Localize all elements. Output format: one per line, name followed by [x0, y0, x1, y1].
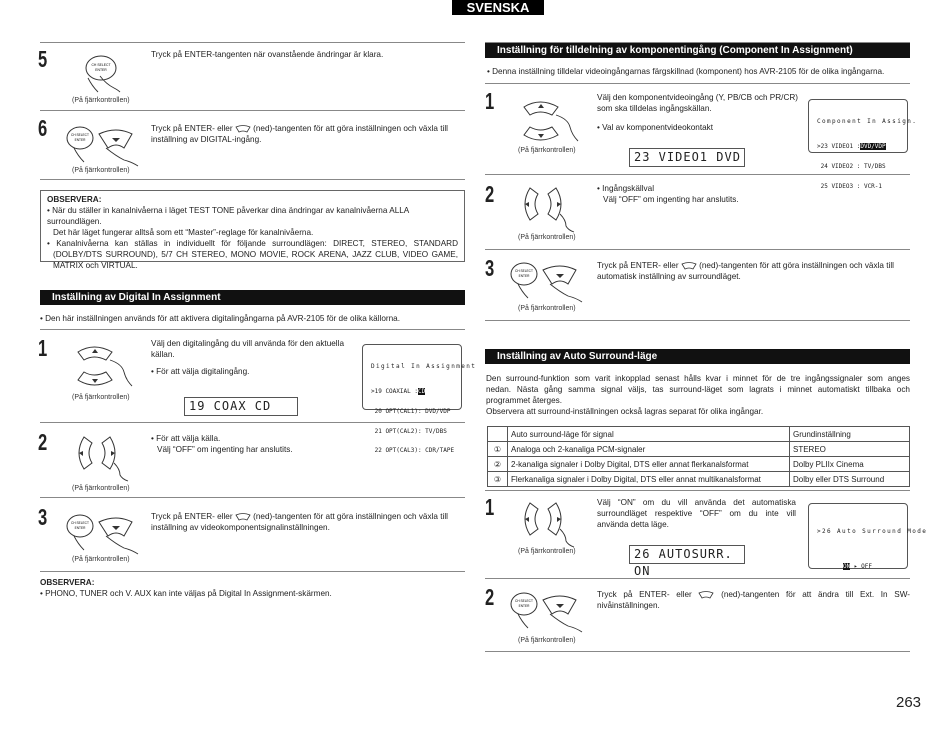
- osd-row: 25 VIDEO3 : VCR-1: [817, 182, 883, 190]
- divider: [485, 83, 910, 84]
- step-line: som ska tilldelas ingångskällan.: [597, 104, 712, 113]
- osd-row: 24 VIDEO2 : TV/DBS: [817, 162, 886, 170]
- display-readout: 26 AUTOSURR. ON: [629, 545, 745, 564]
- button-label: ENTER: [518, 274, 530, 278]
- table-cell: Analoga och 2-kanaliga PCM-signaler: [508, 442, 790, 457]
- divider: [485, 320, 910, 321]
- table-cell: ②: [488, 457, 508, 472]
- table-header: Grundinställning: [790, 427, 910, 442]
- step-text: Tryck på ENTER-tangenten när ovanstående ändringar är klara.: [151, 50, 384, 59]
- display-readout: 23 VIDEO1 DVD: [629, 148, 745, 167]
- step-line: Välj “ON” om du vill använda det automatiska: [597, 498, 796, 507]
- table-header: Auto surround-läge för signal: [508, 427, 790, 442]
- step-line: Välj “OFF” om ingenting har anslutits.: [157, 445, 293, 454]
- button-label: CH SELECT: [71, 521, 89, 525]
- page-number: 263: [896, 694, 922, 711]
- step-text-part: inställning av videokomponentsignalinställningen.: [151, 523, 330, 532]
- divider: [40, 329, 465, 330]
- osd-selected-value: ON: [843, 562, 851, 570]
- osd-title: >26 Auto Surround Mode: [817, 528, 928, 536]
- remote-up-down-icon: [518, 95, 580, 147]
- step-line: Välj den komponentvideoingång (Y, PB/CB och PR/CR): [597, 93, 799, 102]
- table-cell: Dolby eller DTS Surround: [790, 472, 910, 487]
- remote-caption: (På fjärrkontrollen): [72, 485, 130, 492]
- step-bullet: • För att välja källa.: [151, 434, 221, 443]
- button-label: ENTER: [74, 138, 86, 142]
- osd-row: 21 OPT(CAL2): TV/DBS: [371, 427, 447, 435]
- osd-row-label: >23 VIDEO1 :: [817, 142, 861, 150]
- remote-caption: (På fjärrkontrollen): [518, 548, 576, 555]
- note-line: MATRIX och VIRTUAL.: [53, 261, 138, 270]
- button-label: ENTER: [518, 604, 530, 608]
- step-text-part: (ned)-tangenten för att göra inställningen och växla till: [253, 124, 448, 133]
- note-line: (DOLBY/DTS SURROUND), 5/7 CH STEREO, MONO MOVIE, ROCK ARENA, JAZZ CLUB, VIDEO GAME,: [53, 250, 458, 259]
- remote-caption: (På fjärrkontrollen): [72, 556, 130, 563]
- step-line: källan.: [151, 350, 175, 359]
- divider: [40, 42, 465, 43]
- step-number: 3: [485, 255, 495, 281]
- table-row: [488, 457, 910, 472]
- remote-caption: (På fjärrkontrollen): [518, 637, 576, 644]
- table-cell: Dolby PLIIx Cinema: [790, 457, 910, 472]
- step-line: surroundläget respektive “OFF” om du inte vill: [597, 509, 796, 518]
- divider: [485, 249, 910, 250]
- osd-row: 22 OPT(CAL3): CDR/TAPE: [371, 447, 455, 455]
- note-line: • När du ställer in kanalnivåerna i läget TEST TONE påverkar dina ändringar av kanalnivåerna ALLA surroundlägen.: [47, 206, 409, 226]
- down-key-icon: [698, 591, 714, 599]
- divider: [40, 110, 465, 111]
- note-line: Det här läget fungerar alltså som ett “Master”-reglage för kanalnivåerna.: [53, 228, 314, 237]
- language-label: SVENSKA: [452, 0, 544, 15]
- step-text: [597, 497, 796, 530]
- step-bullet: • Val av komponentvideokontakt: [597, 123, 714, 132]
- step-text-part: (ned)-tangenten för att göra inställningen och växla till: [253, 512, 448, 521]
- osd-screen: [808, 99, 918, 190]
- step-number: 1: [485, 88, 495, 114]
- step-text: [151, 433, 293, 455]
- remote-enter-down-icon: [510, 258, 586, 302]
- remote-left-right-icon: [516, 499, 576, 547]
- step-text: [151, 123, 466, 145]
- step-text-part: (ned)-tangenten för att ändra till Ext. In SW-: [721, 590, 911, 599]
- divider: [485, 490, 910, 491]
- button-label: ENTER: [95, 68, 107, 72]
- remote-caption: (På fjärrkontrollen): [518, 305, 576, 312]
- step-text-part: Tryck på ENTER- eller: [597, 590, 692, 599]
- remote-caption: (På fjärrkontrollen): [72, 97, 130, 104]
- step-line: använda detta läge.: [597, 520, 669, 529]
- step-number: 2: [38, 429, 48, 455]
- section-intro: • Den här inställningen används för att aktivera digitalingångarna på AVR-2105 för de olika källorna.: [40, 314, 401, 323]
- button-label: CH SELECT: [91, 63, 111, 67]
- divider: [40, 179, 465, 180]
- remote-caption: (På fjärrkontrollen): [72, 167, 130, 174]
- section-title: Inställning av Digital In Assignment: [40, 290, 465, 305]
- osd-title: Digital In Assignment: [371, 363, 477, 371]
- step-text: [597, 589, 910, 611]
- intro-line: Observera att surround-inställningen också lagras separat för olika ingångar.: [486, 407, 764, 416]
- remote-caption: (På fjärrkontrollen): [72, 394, 130, 401]
- note-title: OBSERVERA:: [40, 578, 95, 587]
- remote-left-right-icon: [516, 184, 576, 232]
- remote-enter-down-icon: [66, 122, 142, 166]
- step-line: Välj “OFF” om ingenting har anslutits.: [603, 195, 739, 204]
- table-header-row: [488, 427, 910, 442]
- remote-caption: (På fjärrkontrollen): [518, 234, 576, 241]
- section-intro: [486, 373, 910, 417]
- intro-line: programmet återges.: [486, 396, 562, 405]
- note-title: OBSERVERA:: [47, 195, 102, 204]
- divider: [40, 422, 465, 423]
- button-label: ENTER: [74, 526, 86, 530]
- step-text-part: (ned)-tangenten för att göra inställningen och växla till: [699, 261, 894, 270]
- table-row: [488, 442, 910, 457]
- osd-row: 20 OPT(CAL1): DVD/VDP: [371, 407, 451, 415]
- osd-selected-value: DVD/VDP: [860, 142, 886, 150]
- note-line: • PHONO, TUNER och V. AUX kan inte väljas på Digital In Assignment-skärmen.: [40, 589, 332, 598]
- step-text: [151, 338, 344, 377]
- step-text-part: inställning av DIGITAL-ingång.: [151, 135, 262, 144]
- table-cell: Flerkanaliga signaler i Dolby Digital, DTS eller annat multikanalsformat: [508, 472, 790, 487]
- divider: [485, 578, 910, 579]
- step-number: 2: [485, 584, 495, 610]
- step-number: 1: [485, 494, 495, 520]
- remote-enter-down-icon: [66, 510, 142, 554]
- down-key-icon: [235, 513, 251, 521]
- osd-row-label: >19 COAXIAL :: [371, 387, 418, 395]
- divider: [40, 497, 465, 498]
- osd-row: [817, 144, 899, 151]
- table-cell: 2-kanaliga signaler i Dolby Digital, DTS eller annat flerkanalsformat: [508, 457, 790, 472]
- button-label: CH SELECT: [515, 269, 533, 273]
- table-cell: ③: [488, 472, 508, 487]
- note-line: • Kanalnivåerna kan ställas in individuellt för följande surroundlägen: DIRECT, STEREO, STANDARD: [47, 239, 458, 248]
- section-title: Inställning av Auto Surround-läge: [485, 349, 910, 364]
- section-title: Inställning för tilldelning av komponentingång (Component In Assignment): [485, 43, 910, 58]
- down-key-icon: [235, 125, 251, 133]
- divider: [485, 174, 910, 175]
- step-line: Välj den digitalingång du vill använda för den aktuella: [151, 339, 344, 348]
- section-intro: • Denna inställning tilldelar videoingångarnas färgskillnad (komponent) hos AVR-2105 för de olika ingångarna.: [487, 67, 885, 76]
- note-box: [40, 190, 465, 270]
- step-number: 5: [38, 46, 48, 72]
- table-cell: [488, 427, 508, 442]
- step-text: [597, 260, 912, 282]
- divider: [40, 571, 465, 572]
- intro-line: nedan. Nästa gång samma signal väljs, tas surround-läget som lagrats i minnet automatiskt tillbaka och: [486, 385, 910, 394]
- table-cell: ①: [488, 442, 508, 457]
- intro-line: Den surround-funktion som varit inkopplad senast hålls kvar i minnet för de tre ingångssignaler som anges: [486, 374, 910, 383]
- remote-enter-down-icon: [510, 588, 586, 632]
- step-bullet: • Ingångskällval: [597, 184, 655, 193]
- button-label: CH SELECT: [71, 133, 89, 137]
- step-text: [597, 92, 798, 133]
- osd-screen: [808, 503, 928, 570]
- step-number: 6: [38, 115, 48, 141]
- remote-up-down-icon: [72, 340, 134, 392]
- osd-title: Component In Assign.: [817, 118, 918, 126]
- step-text: [597, 183, 739, 205]
- display-readout: 19 COAX CD: [184, 397, 298, 416]
- remote-caption: (På fjärrkontrollen): [518, 147, 576, 154]
- step-text-part: Tryck på ENTER- eller: [151, 124, 233, 133]
- button-label: CH SELECT: [515, 599, 533, 603]
- step-text-part: Tryck på ENTER- eller: [151, 512, 233, 521]
- remote-enter-button-icon: [80, 52, 130, 94]
- osd-option: OFF: [861, 562, 872, 570]
- step-line: nivåinställningen.: [597, 601, 660, 610]
- right-arrow-icon: ▸: [853, 562, 858, 570]
- remote-left-right-icon: [70, 433, 130, 481]
- osd-row: [371, 389, 453, 396]
- step-text: [151, 511, 466, 533]
- step-number: 1: [38, 335, 48, 361]
- osd-screen: [362, 344, 477, 455]
- osd-selected-value: CD: [417, 387, 426, 395]
- step-bullet: • För att välja digitalingång.: [151, 367, 250, 376]
- step-text-part: Tryck på ENTER- eller: [597, 261, 679, 270]
- osd-row: [817, 564, 899, 571]
- table-cell: STEREO: [790, 442, 910, 457]
- signal-table: [487, 426, 910, 487]
- down-key-icon: [681, 262, 697, 270]
- step-line: [597, 589, 910, 600]
- step-text-part: automatisk inställning av surroundläget.: [597, 272, 741, 281]
- step-number: 2: [485, 181, 495, 207]
- divider: [485, 651, 910, 652]
- table-row: [488, 472, 910, 487]
- step-number: 3: [38, 504, 48, 530]
